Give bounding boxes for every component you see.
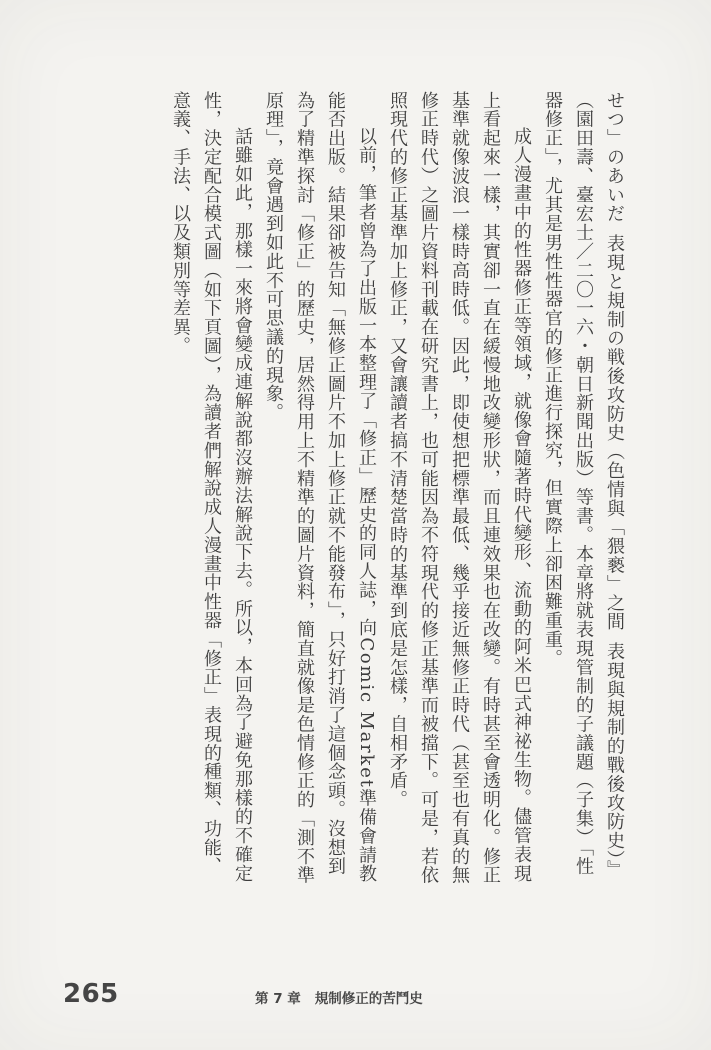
paragraph-3 xyxy=(258,91,382,891)
paragraph-3-post: 準備會請教能否出版。結果卻被告知「無修正圖片不加上修正就不能發布」，只好打消了這個念頭。沒想到為了精準探討「修正」的歷史，居然得用上不精準的圖片資料，簡直就像是色情修正的「測不準原理」，竟會遇到如此不可思議的現象。 xyxy=(263,91,377,885)
paragraph-2: 成人漫畫中的性器修正等領域，就像會隨著時代變形、流動的阿米巴式神祕生物。儘管表現上看起來一樣，其實卻一直在緩慢地改變形狀，而且連效果也在改變。有時甚至會透明化。修正基準就像波浪一樣時高時低。因此，即使想把標準最低、幾乎接近無修正時代（甚至也有真的無修正時代）之圖片資料刊載在研究書上，也可能因為不符現代的修正基準而被擋下。可是，若依照現代的修正基準加上修正，又會讓讀者搞不清楚當時的基準到底是怎樣，自相矛盾。 xyxy=(387,91,532,885)
paragraph-1-japanese-subtitle: 表現と規制の戦後攻防史（色情與「猥褻」之間 xyxy=(604,234,625,632)
title-subtitle-gap xyxy=(614,631,615,642)
page-number: 265 xyxy=(63,979,119,1009)
title-subtitle-gap xyxy=(614,223,615,234)
paragraph-3-latin-name: Comic Market xyxy=(356,637,377,789)
paragraph-3-pre: 以前，筆者曾為了出版一本整理了「修正」歷史的同人誌，向 xyxy=(356,127,377,638)
paragraph-4: 話雖如此，那樣一來將會變成連解說都沒辦法解說下去。所以，本回為了避免那樣的不確定性，決定配合模式圖（如下頁圖），為讀者們解說成人漫畫中性器「修正」表現的種類、功能、意義、手法、以及類別等差異。 xyxy=(170,91,253,883)
chapter-label: 第 7 章 xyxy=(255,991,301,1007)
chapter-title: 規制修正的苦鬥史 xyxy=(314,991,423,1007)
paragraph-1-japanese-title-start: せつ」のあいだ xyxy=(604,91,625,224)
paragraph-1-body: 表現與規制的戰後攻防史）』（園田壽、臺宏士／二〇一六・朝日新聞出版）等書。本章將就表現管制的子議題（子集）「性器修正」，尤其是男性性器官的修正進行探究，但實際上卻困難重重。 xyxy=(542,91,625,879)
paragraph-1 xyxy=(537,91,630,891)
running-footer xyxy=(255,987,423,1007)
article-text xyxy=(165,91,630,891)
